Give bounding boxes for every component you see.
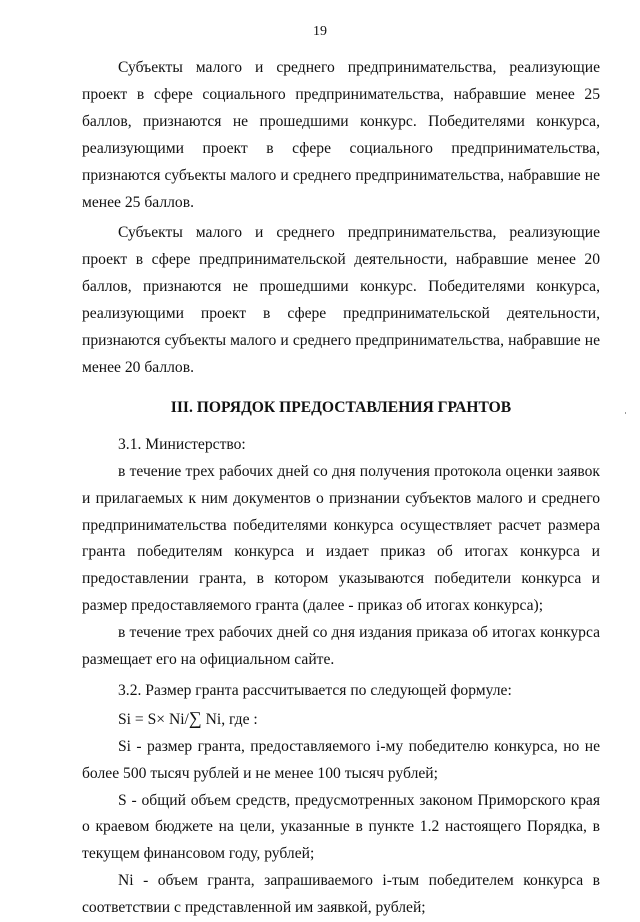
item-3-1: 3.1. Министерство: — [118, 435, 246, 453]
definition-si: Si - размер гранта, предоставляемого i-му победителю конкурса, но не более 500 тысяч рублей и не менее 100 тысяч рублей; — [82, 737, 600, 782]
formula-right: Ni, где : — [201, 710, 258, 728]
grant-formula — [82, 705, 600, 734]
page-number: 19 — [313, 24, 327, 39]
paragraph-social-entrepreneurship: Субъекты малого и среднего предпринимательства, реализующие проект в сфере социального предпринимательства, набравшие менее 25 баллов, признаются не прошедшими конкурс. Победителями конкурса, реализующими проект в сфере социального предпринимательства, признаются субъекты малого и среднего предпринимательства, набравшие не менее 25 баллов. — [82, 59, 600, 211]
document-body — [82, 55, 600, 922]
scan-speck — [625, 412, 626, 414]
sigma-symbol: ∑ — [188, 707, 202, 728]
definition-ni: Ni - объем гранта, запрашиваемого i-тым победителем конкурса в соответствии с представленной им заявкой, рублей; — [82, 872, 600, 917]
item-3-1-a: в течение трех рабочих дней со дня получения протокола оценки заявок и прилагаемых к ним документов о признании субъектов малого и среднего предпринимательства победителями конкурса осуществляет расчет размера гранта победителям конкурса и издает приказ об итогах конкурса и предоставлении гранта, в котором указываются победители конкурса и размер предоставляемого гранта (далее - приказ об итогах конкурса); — [82, 462, 600, 615]
item-3-1-b: в течение трех рабочих дней со дня издания приказа об итогах конкурса размещает его на официальном сайте. — [82, 624, 600, 669]
paragraph-entrepreneurial-activity: Субъекты малого и среднего предпринимательства, реализующие проект в сфере предпринимательской деятельности, набравшие менее 20 баллов, признаются не прошедшими конкурс. Победителями конкурса, реализующими проект в сфере предпринимательской деятельности, признаются субъекты малого и среднего предпринимательства, набравшие не менее 20 баллов. — [82, 224, 600, 376]
item-3-2: 3.2. Размер гранта рассчитывается по следующей формуле: — [118, 681, 512, 699]
formula-left: Si = S× Ni/ — [118, 710, 189, 728]
definition-s: S - общий объем средств, предусмотренных законом Приморского края о краевом бюджете на цели, указанные в пункте 1.2 настоящего Порядка, в текущем финансовом году, рублей; — [82, 791, 600, 863]
section-heading: III. ПОРЯДОК ПРЕДОСТАВЛЕНИЯ ГРАНТОВ — [170, 398, 512, 416]
